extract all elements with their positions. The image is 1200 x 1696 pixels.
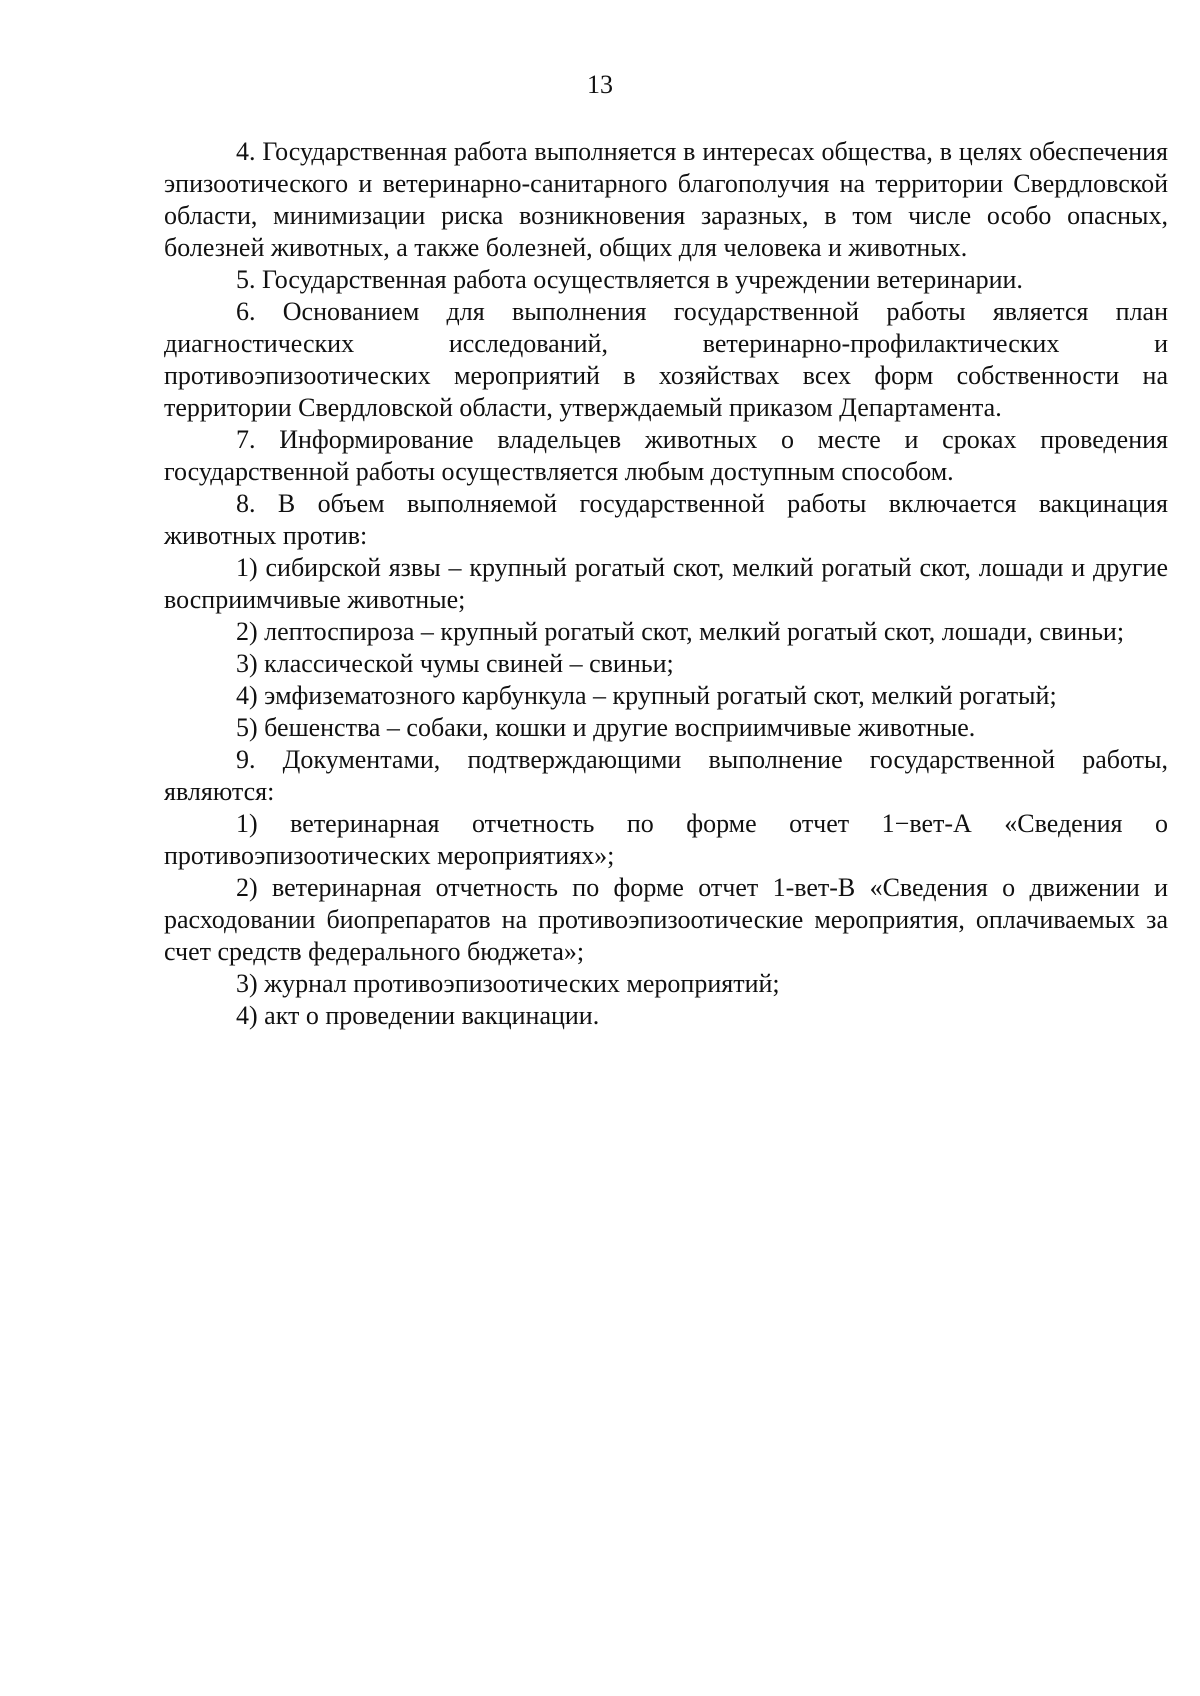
paragraph-7: 7. Информирование владельцев животных о месте и сроках проведения государственной работы осуществляется любым доступным способом. (164, 425, 1168, 486)
list-item-8-3: 3) классической чумы свиней – свиньи; (236, 649, 674, 678)
list-item-8-2: 2) лептоспироза – крупный рогатый скот, мелкий рогатый скот, лошади, свиньи; (236, 617, 1125, 646)
paragraph-5: 5. Государственная работа осуществляется в учреждении ветеринарии. (236, 265, 1023, 294)
list-item-9-3: 3) журнал противоэпизоотических мероприятий; (236, 969, 780, 998)
list-item-9-4: 4) акт о проведении вакцинации. (236, 1001, 600, 1030)
paragraph-9: 9. Документами, подтверждающими выполнение государственной работы, являются: (164, 745, 1168, 806)
list-item-9-1: 1) ветеринарная отчетность по форме отчет 1−вет-А «Сведения о противоэпизоотических мероприятиях»; (164, 809, 1168, 870)
paragraph-4: 4. Государственная работа выполняется в интересах общества, в целях обеспечения эпизоотического и ветеринарно-санитарного благополучия на территории Свердловской области, минимизации риска возникновения заразных, в том числе особо опасных, болезней животных, а также болезней, общих для человека и животных. (164, 137, 1168, 262)
paragraph-6: 6. Основанием для выполнения государственной работы является план диагностических исследований, ветеринарно-профилактических и противоэпизоотических мероприятий в хозяйствах всех форм собственности на территории Свердловской области, утверждаемый приказом Департамента. (164, 297, 1168, 422)
list-item-8-1: 1) сибирской язвы – крупный рогатый скот, мелкий рогатый скот, лошади и другие восприимчивые животные; (164, 553, 1168, 614)
list-item-8-5: 5) бешенства – собаки, кошки и другие восприимчивые животные. (236, 713, 976, 742)
document-body (164, 136, 1168, 1032)
list-item-9-2: 2) ветеринарная отчетность по форме отчет 1-вет-В «Сведения о движении и расходовании биопрепаратов на противоэпизоотические мероприятия, оплачиваемых за счет средств федерального бюджета»; (164, 873, 1168, 966)
paragraph-8: 8. В объем выполняемой государственной работы включается вакцинация животных против: (164, 489, 1168, 550)
page-number: 13 (587, 70, 613, 99)
list-item-8-4: 4) эмфизематозного карбункула – крупный рогатый скот, мелкий рогатый; (236, 681, 1057, 710)
